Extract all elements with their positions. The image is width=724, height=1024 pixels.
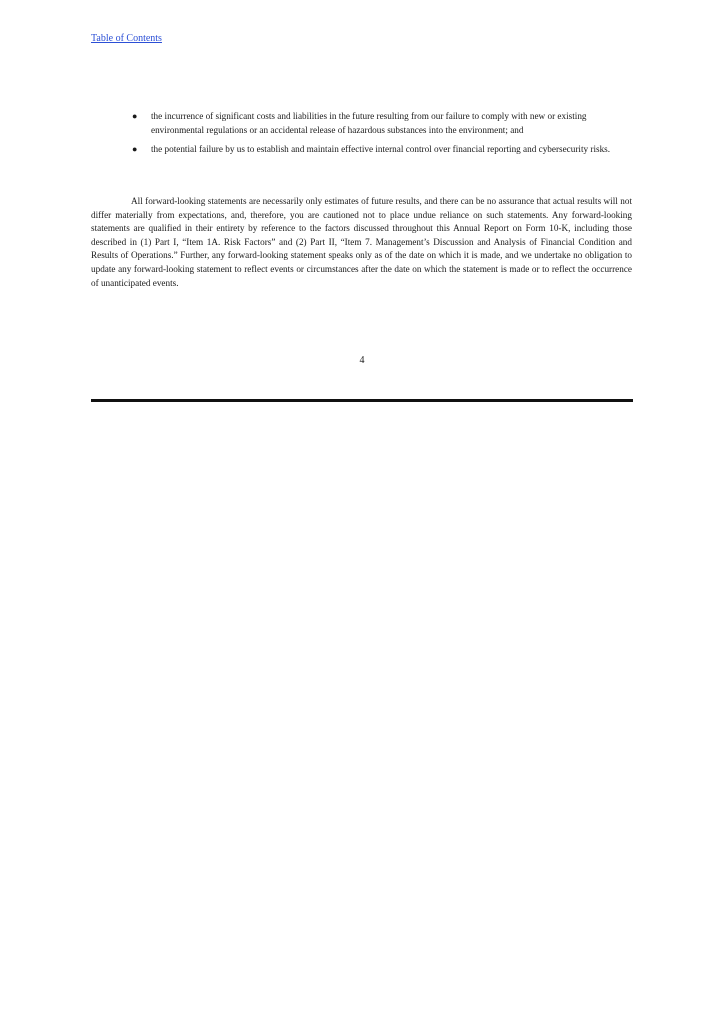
bullet-icon: ● (132, 111, 138, 121)
table-of-contents-link[interactable]: Table of Contents (91, 33, 162, 44)
list-item (91, 110, 632, 137)
forward-looking-paragraph: All forward-looking statements are necessarily only estimates of future results, and there can be no assurance that actual results will not differ materially from expectations, and, therefore, you are cautioned not to place undue reliance on such statements. Any forward-looking statements are qualified in their entirety by reference to the factors discussed throughout this Annual Report on Form 10-K, including those described in (1) Part I, “Item 1A. Risk Factors” and (2) Part II, “Item 7. Management’s Discussion and Analysis of Financial Condition and Results of Operations.” Further, any forward-looking statement speaks only as of the date on which it is made, and we undertake no obligation to update any forward-looking statement to reflect events or circumstances after the date on which the statement is made or to reflect the occurrence of unanticipated events. (91, 196, 632, 288)
bullet-text: the incurrence of significant costs and liabilities in the future resulting from our failure to comply with new or existing environmental regulations or an accidental release of hazardous substances into the environment; and (151, 111, 587, 135)
bullet-icon: ● (132, 143, 138, 154)
page-divider (91, 399, 633, 402)
risk-bullet-list (91, 110, 632, 162)
page-number: 4 (359, 355, 365, 366)
list-item (91, 143, 632, 157)
bullet-text: the potential failure by us to establish and maintain effective internal control over financial reporting and cybersecurity risks. (151, 143, 611, 154)
